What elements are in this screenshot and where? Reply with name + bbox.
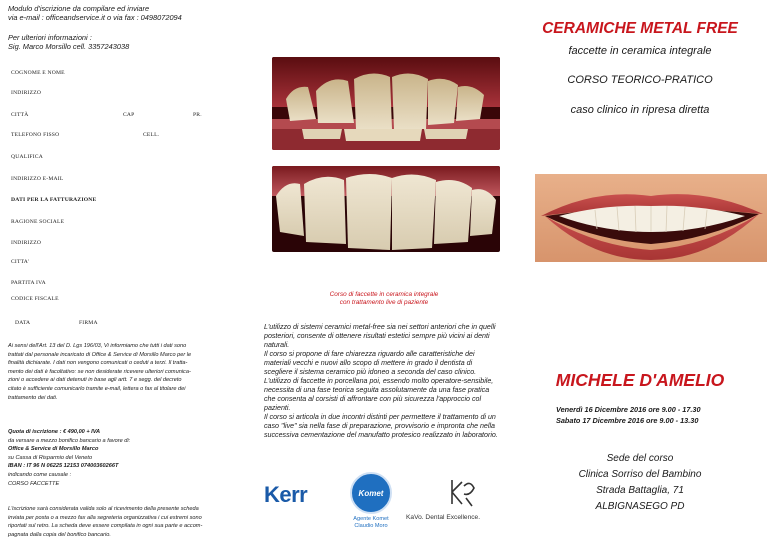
komet-agent: [342, 516, 400, 530]
header-line: Modulo d'iscrizione da compilare ed inviare: [8, 4, 150, 13]
field-email[interactable]: INDIRIZZO E-MAIL: [11, 176, 64, 182]
terms-line: riportati sul retro. La scheda deve essere compilata in ogni sua parte e accom-: [8, 523, 203, 530]
paragraph: [264, 350, 508, 413]
venue-name: Clinica Sorriso del Bambino: [578, 469, 702, 480]
photo-caption: [256, 291, 512, 307]
field-telefono[interactable]: TELEFONO FISSO: [11, 132, 60, 138]
privacy-line: zioni o accedere ai dati detenuti in base agli artt. 7 e segg. del decreto: [8, 377, 182, 384]
terms-line: pagnata dalla copia del bonifico bancario.: [8, 531, 111, 538]
venue-block: [512, 451, 768, 515]
field-citta-fatturazione[interactable]: CITTA': [11, 259, 30, 265]
course-description: [264, 323, 508, 440]
field-codice-fiscale[interactable]: CODICE FISCALE: [11, 296, 59, 302]
course-subtitle: faccette in ceramica integrale: [568, 45, 712, 57]
course-description-panel: [256, 0, 512, 542]
privacy-line: trattamento dei dati.: [8, 394, 58, 401]
text-line: necessita di una fase teorica seguita assolutamente da una fase pratica: [264, 386, 490, 394]
text-line: pazienti.: [264, 404, 291, 412]
field-partita-iva[interactable]: PARTITA IVA: [11, 280, 46, 286]
field-qualifica[interactable]: QUALIFICA: [11, 154, 43, 160]
registration-form-panel: [0, 0, 256, 542]
paragraph: [264, 323, 508, 350]
fee-line: Quota di iscrizione : € 490,00 + IVA: [8, 429, 101, 435]
caption-line: con trattamento live di paziente: [339, 299, 429, 306]
text-line: che consenta al corsisti di affrontare con più sicurezza l'approccio col: [264, 395, 482, 403]
field-data[interactable]: DATA: [15, 320, 31, 326]
privacy-notice: [8, 342, 248, 402]
terms-line: inviata per posta o a mezzo fax alla segreteria organizzativa i cui estremi sono: [8, 514, 202, 521]
payment-line: da versare a mezzo bonifico bancario a favore di:: [8, 437, 131, 444]
text-line: successiva cementazione del manufatto protesico realizzato in laboratorio.: [264, 431, 498, 439]
text-line: L'utilizzo di faccette in porcellana poi, essendo molto operatore-sensibile,: [264, 377, 494, 385]
text-line: posteriori, consente di ottenere risultati estetici sempre più vicini ai denti: [264, 332, 490, 340]
privacy-line: mento dei dati è facoltativo: se non desiderate ricevere ulteriori comunica-: [8, 368, 191, 375]
date-friday: Venerdì 16 Dicembre 2016 ore 9.00 - 17.30: [556, 405, 701, 414]
causale-value: CORSO FACCETTE: [8, 480, 60, 487]
causale-line: indicando come causale :: [8, 471, 72, 478]
smile-photo: [535, 174, 767, 262]
text-line: L'utilizzo di sistemi ceramici metal-free sia nei settori anteriori che in quelli: [264, 323, 496, 331]
privacy-line: Ai sensi dell'Art. 13 del D. Lgs 196/03, Vi informiamo che tutti i dati sono: [8, 343, 187, 349]
kavo-logo-mark: [442, 476, 482, 510]
info-block: [8, 33, 129, 51]
privacy-line: finalità dichiarate. I dati non vengono comunicati o ceduti a terzi. Il tratta-: [8, 360, 188, 367]
speaker-name: MICHELE D'AMELIO: [555, 370, 725, 390]
teeth-before-photo: [272, 57, 500, 150]
field-pr[interactable]: PR.: [193, 112, 202, 118]
field-ragione-sociale[interactable]: RAGIONE SOCIALE: [11, 219, 65, 225]
text-line: Il corso si articola in due incontri distinti per permettere il trattamento di un: [264, 413, 496, 421]
bank-line: su Cassa di Risparmio del Veneto: [8, 454, 93, 461]
field-cognome-nome[interactable]: COGNOME E NOME: [11, 70, 65, 76]
paragraph: [264, 413, 508, 440]
iban-line: IBAN : IT 96 N 06225 12153 07400360266T: [8, 463, 119, 470]
privacy-line: citato è sufficiente comunicarlo tramite e-mail, lettera o fax al titolare dei: [8, 385, 186, 392]
terms-notice: [8, 505, 248, 539]
venue-street: Strada Battaglia, 71: [596, 485, 684, 496]
beneficiary-line: Office & Service di Morsillo Marco: [8, 446, 99, 453]
text-line: Il corso si propone di fare chiarezza riguardo alle caratteristiche dei: [264, 350, 475, 358]
field-citta[interactable]: CITTÀ: [11, 112, 29, 118]
field-firma[interactable]: FIRMA: [79, 320, 98, 326]
field-cap[interactable]: CAP: [123, 112, 135, 118]
billing-heading: DATI PER LA FATTURAZIONE: [11, 197, 97, 203]
kavo-logo-text: KaVo. Dental Excellence.: [406, 514, 481, 521]
komet-agent-line: Agente Komet: [353, 516, 389, 522]
privacy-line: trattati dal personale incaricato di Office & Service di Morsillo Marco per le: [8, 351, 192, 358]
terms-line: L'iscrizione sarà considerata valida solo al ricevimento della presente scheda: [8, 506, 199, 512]
course-case: caso clinico in ripresa diretta: [570, 104, 710, 116]
komet-logo-text: Komet: [358, 488, 384, 498]
komet-logo: [350, 472, 392, 514]
venue-label: Sede del corso: [606, 453, 674, 464]
text-line: materiali vecchi e nuovi allo scopo di mettere in grado il dentista di: [264, 359, 473, 367]
field-indirizzo[interactable]: INDIRIZZO: [11, 90, 42, 96]
venue-city: ALBIGNASEGO PD: [595, 501, 685, 512]
payment-info: [8, 428, 248, 488]
info-line: Per ulteriori informazioni :: [8, 33, 92, 42]
text-line: caso "live" sia nella fase di preparazione, provvisorio e impronta che nella: [264, 422, 495, 430]
course-title: CERAMICHE METAL FREE: [542, 20, 738, 37]
field-cell[interactable]: CELL.: [143, 132, 160, 138]
teeth-after-photo: [272, 166, 500, 252]
field-indirizzo-fatturazione[interactable]: INDIRIZZO: [11, 240, 42, 246]
text-line: scegliere il sistema ceramico più idoneo a seconda del caso clinico.: [264, 368, 477, 376]
kerr-logo: Kerr: [264, 482, 308, 507]
komet-agent-name: Claudio Moro: [354, 523, 388, 529]
course-cover-panel: [512, 0, 768, 542]
komet-logo-block: [342, 472, 400, 530]
header-contact-line: via e-mail : officeandservice.it o via fax : 0498072094: [8, 13, 182, 22]
caption-line: Corso di faccette in ceramica integrale: [329, 291, 439, 298]
text-line: naturali.: [264, 341, 290, 349]
course-type: CORSO TEORICO-PRATICO: [567, 74, 713, 86]
date-saturday: Sabato 17 Dicembre 2016 ore 9.00 - 13.30: [556, 416, 699, 425]
contact-person-line: Sig. Marco Morsillo cell. 3357243038: [8, 42, 130, 51]
form-header: [8, 4, 182, 22]
